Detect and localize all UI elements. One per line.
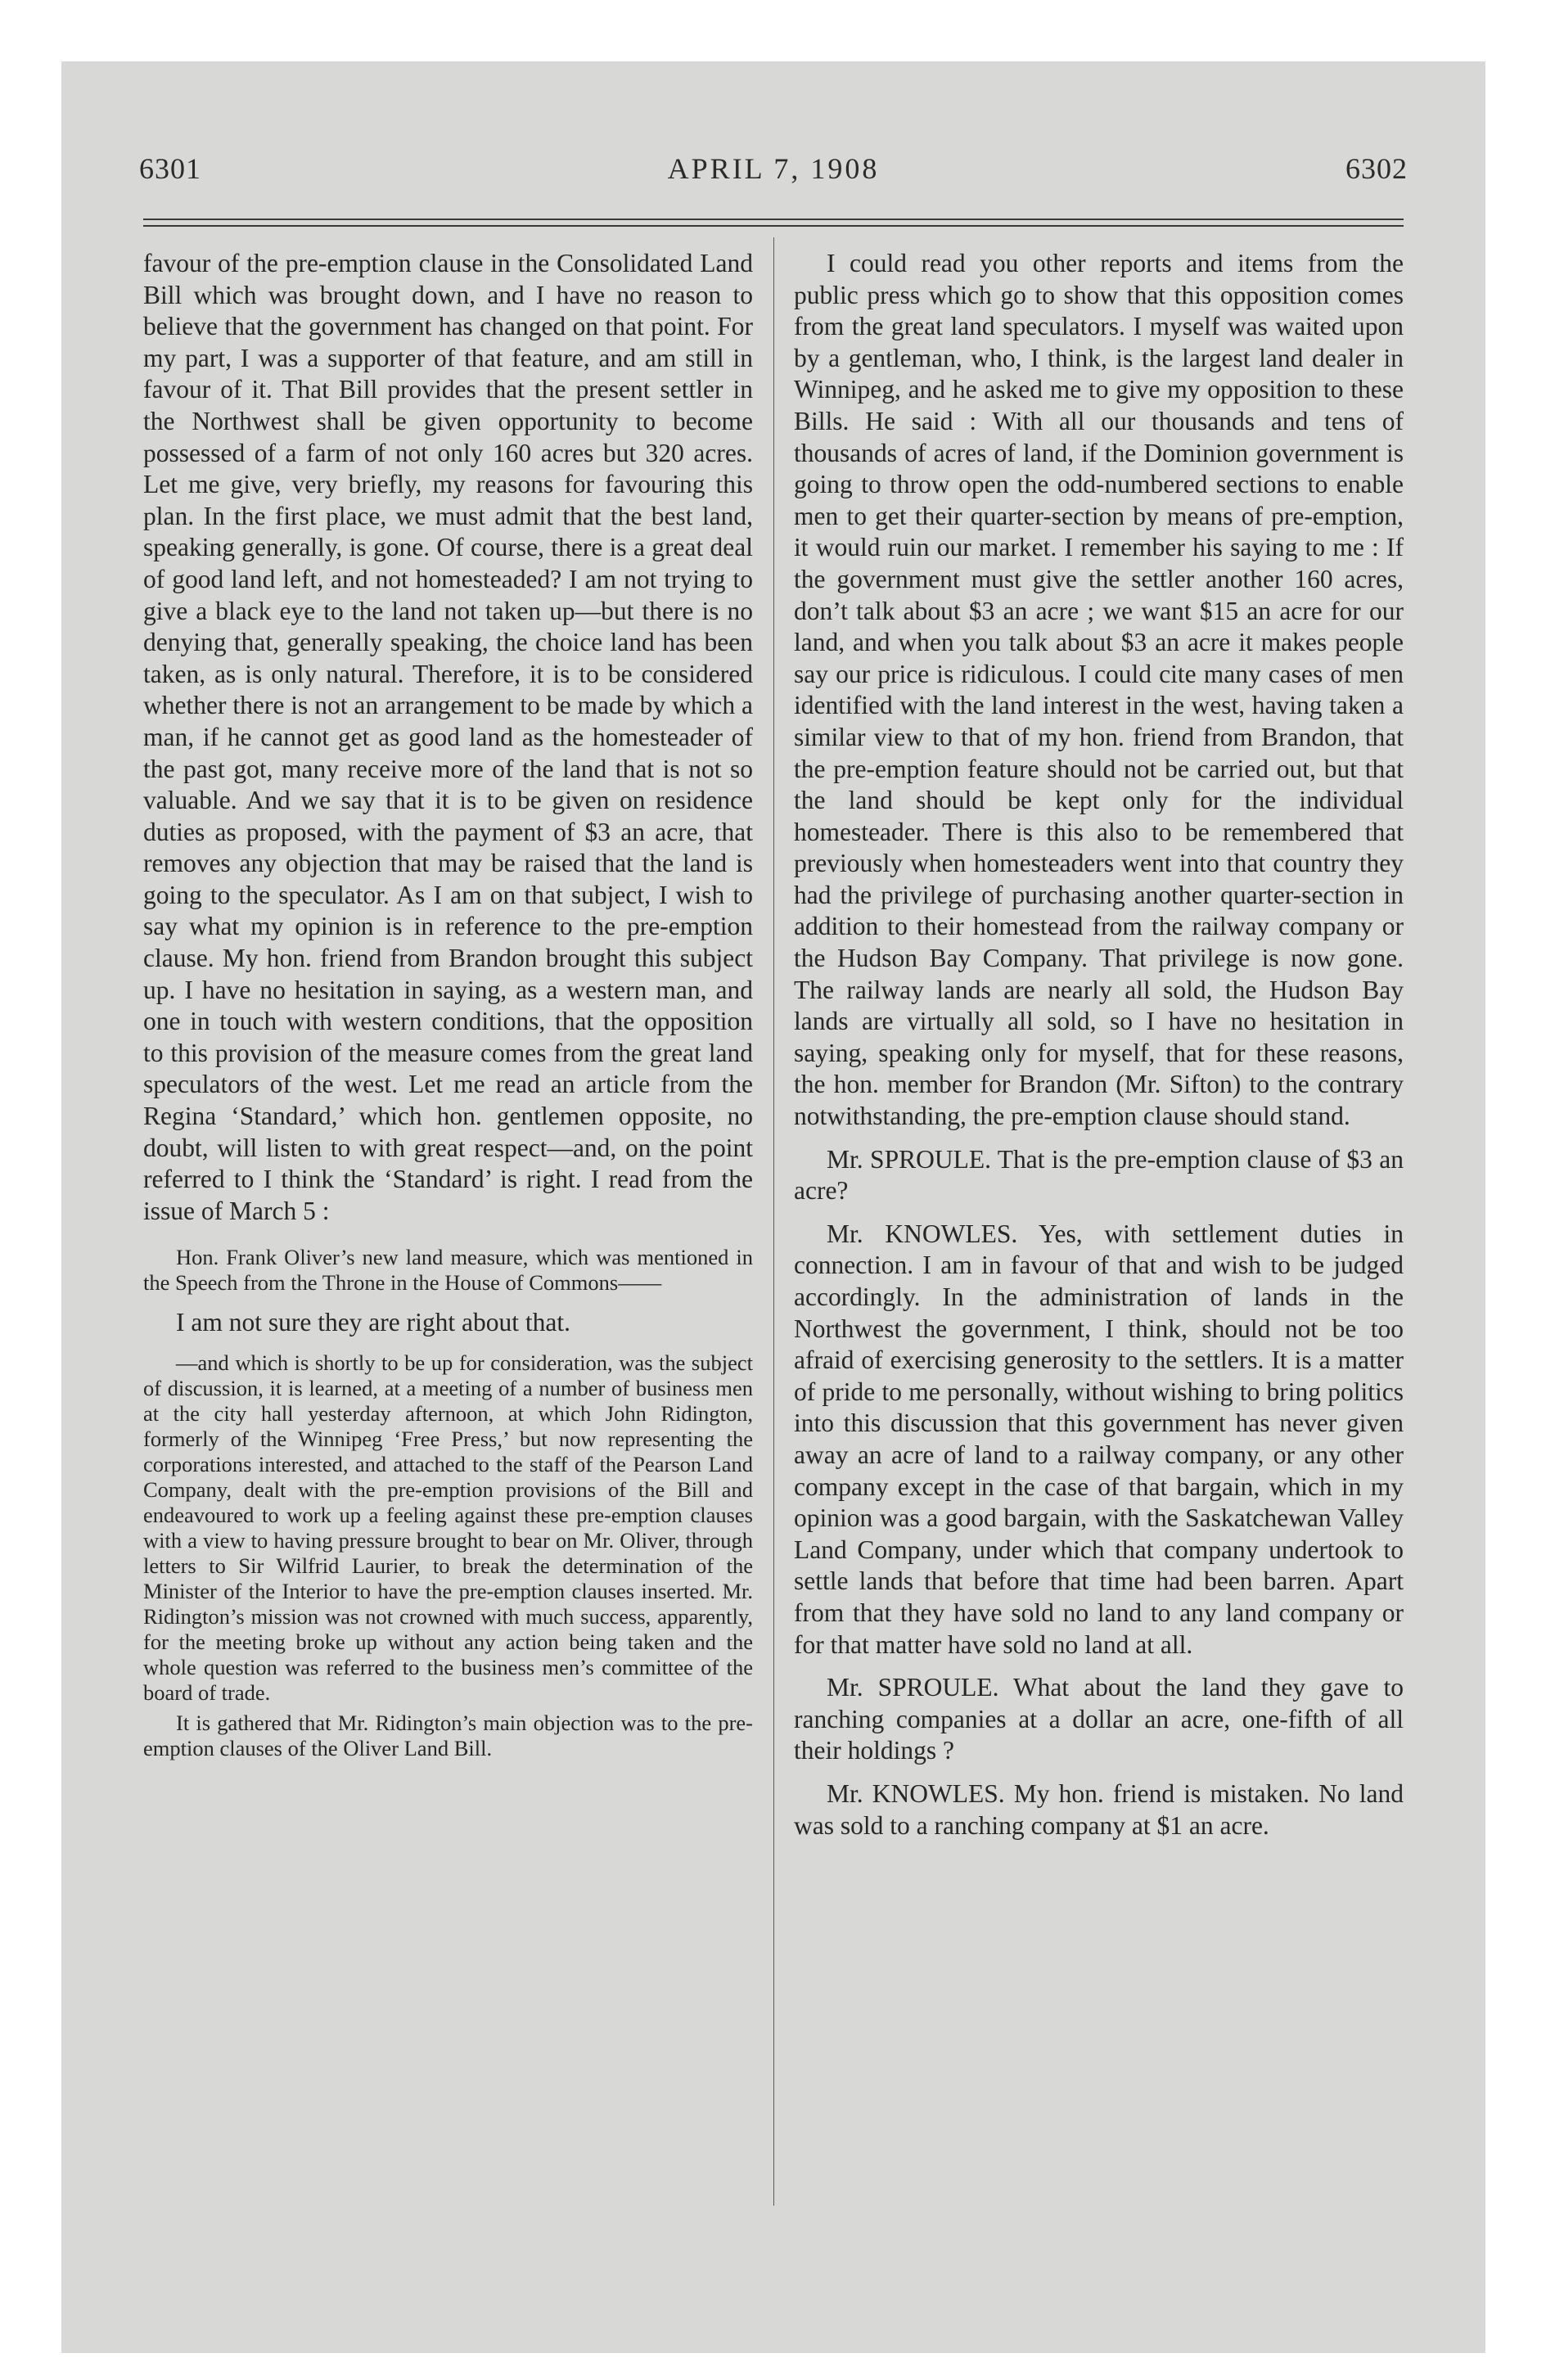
right-paragraph-5: Mr. KNOWLES. My hon. friend is mistaken. No land was sold to a ranching company at $1 an acre. bbox=[794, 1778, 1404, 1840]
page-header bbox=[139, 151, 1408, 201]
right-paragraph-1: I could read you other reports and items from the public press which go to show that this opposition comes from the great land speculators. I myself was waited upon by a gentleman, who, I think, is the largest land dealer in Winnipeg, and he asked me to give my opposition to these Bills. He said : With all our thousands and tens of thousands of acres of land, if the Dominion government is going to throw open the odd-numbered sections to enable men to get their quarter-section by means of pre-emption, it would ruin our market. I remember his saying to me : If the government must give the settler another 160 acres, don’t talk about $3 an acre ; we want $15 an acre for our land, and when you talk about $3 an acre it makes people say our price is ridiculous. I could cite many cases of men identified with the land interest in the west, having taken a similar view to that of my hon. friend from Brandon, that the pre-emption feature should not be carried out, but that the land should be kept only for the individual homesteader. There is this also to be remembered that previously when homesteaders went into that country they had the privilege of purchasing another quarter-section in addition to their homestead from the railway company or the Hudson Bay Company. That privilege is now gone. The railway lands are nearly all sold, the Hudson Bay lands are virtually all sold, so I have no hesitation in saying, speaking only for myself, that for these reasons, the hon. member for Brandon (Mr. Sifton) to the contrary notwithstanding, the pre-emption clause should stand. bbox=[794, 249, 1404, 1131]
hansard-page bbox=[61, 61, 1485, 2353]
left-quote-1: Hon. Frank Oliver’s new land measure, which was mentioned in the Speech from the Throne in the House of Commons—— bbox=[143, 1245, 753, 1296]
header-rule-bottom bbox=[143, 225, 1404, 227]
left-quote-3: It is gathered that Mr. Ridington’s main objection was to the pre-emption clauses of the Oliver Land Bill. bbox=[143, 1711, 753, 1760]
header-rule-top bbox=[143, 219, 1404, 220]
right-column bbox=[794, 248, 1404, 1841]
right-paragraph-2: Mr. SPROULE. That is the pre-emption clause of $3 an acre? bbox=[794, 1144, 1404, 1206]
left-paragraph-2: I am not sure they are right about that. bbox=[176, 1308, 570, 1337]
left-column bbox=[143, 248, 753, 1761]
page-date: APRIL 7, 1908 bbox=[667, 152, 880, 185]
column-divider bbox=[773, 237, 774, 2206]
left-paragraph-1: favour of the pre-emption clause in the Consolidated Land Bill which was brought down, and I have no reason to believe that the government has changed on that point. For my part, I was a supporter of that feature, and am still in favour of it. That Bill provides that the present settler in the Northwest shall be given opportunity to become possessed of a farm of not only 160 acres but 320 acres. Let me give, very briefly, my reasons for favouring this plan. In the first place, we must admit that the best land, speaking generally, is gone. Of course, there is a great deal of good land left, and not homesteaded? I am not trying to give a black eye to the land not taken up—but there is no denying that, generally speaking, the choice land has been taken, as is only natural. Therefore, it is to be considered whether there is not an arrangement to be made by which a man, if he cannot get as good land as the homesteader of the past got, many receive more of the land that is not so valuable. And we say that it is to be given on residence duties as proposed, with the payment of $3 an acre, that removes any objection that may be raised that the land is going to the speculator. As I am on that subject, I wish to say what my opinion is in reference to the pre-emption clause. My hon. friend from Brandon brought this subject up. I have no hesitation in saying, as a western man, and one in touch with western conditions, that the opposition to this provision of the measure comes from the great land speculators of the west. Let me read an article from the Regina ‘Standard,’ which hon. gentlemen opposite, no doubt, will listen to with great respect—and, on the point referred to I think the ‘Standard’ is right. I read from the issue of March 5 : bbox=[143, 249, 753, 1225]
left-quote-2: —and which is shortly to be up for consideration, was the subject of discussion, it is learned, at a meeting of a number of business men at the city hall yesterday afternoon, at which John Ridington, formerly of the Winnipeg ‘Free Press,’ but now representing the corporations interested, and attached to the staff of the Pearson Land Company, dealt with the pre-emption provisions of the Bill and endeavoured to work up a feeling against these pre-emption clauses with a view to having pressure brought to bear on Mr. Oliver, through letters to Sir Wilfrid Laurier, to break the determination of the Minister of the Interior to have the pre-emption clauses inserted. Mr. Ridington’s mission was not crowned with much success, apparently, for the meeting broke up without any action being taken and the whole question was referred to the business men’s committee of the board of trade. bbox=[143, 1350, 753, 1705]
right-paragraph-4: Mr. SPROULE. What about the land they gave to ranching companies at a dollar an acre, one-fifth of all their holdings ? bbox=[794, 1673, 1404, 1765]
page-number-right: 6302 bbox=[1345, 152, 1408, 185]
page-number-left: 6301 bbox=[139, 152, 201, 185]
right-paragraph-3: Mr. KNOWLES. Yes, with settlement duties in connection. I am in favour of that and wish to be judged accordingly. In the administration of lands in the Northwest the government, I think, should not be too afraid of exercising generosity to the settlers. It is a matter of pride to me personally, without wishing to bring politics into this discussion that this government has never given away an acre of land to a railway company, or any other company except in the case of that bargain, which in my opinion was a good bargain, with the Saskatchewan Valley Land Company, under which that company undertook to settle lands that before that time had been barren. Apart from that they have sold no land to any land company or for that matter have sold no land at all. bbox=[794, 1219, 1404, 1659]
